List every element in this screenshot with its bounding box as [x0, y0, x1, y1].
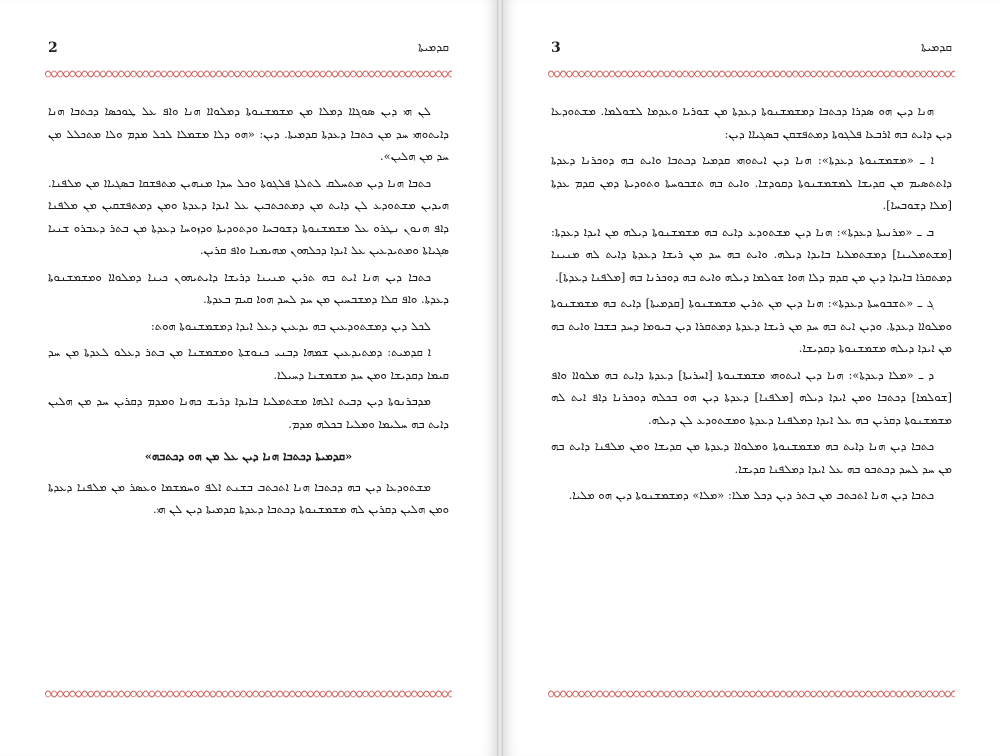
paragraph: ܓ ـ «ܬܫܒܘܚܬܐ ܕܥܕܬܐ»: ܗܢܐ ܕܝܢ ܡܢ ܬܪܝܢ ܡܫܡܫܢܘܬܐ [ܩܕܡܝܬܐ] ܕܐܝܬ ܒܗ ܡܫܡܫܢܘܬܐ ܘܡܠܘܐܐ ܕܥܕܬܐ. ܘܕܝܢ ܐܝܬ ܒܗ ܚܕ ܡܢ ܪܝܫܐ ܕܥܕܬܐ ܕܡܬܩܪܐ ܕܝܢ ܒܝܘܡܐ ܕܚܕ ܒܫܒܐ ܘܐܝܬ ܒܗ ܡܢ ܐܝܕܐ ܕܝܠܗ ܡܫܡܫܢܘܬܐ ܕܩܕܝܫܐ.	[551, 296, 952, 355]
paragraph: ܗܢܐ ܕܝܢ ܗܘ ܣܕܪܐ ܕܟܬܒܐ ܕܡܫܡܫܢܘܬܐ ܕܥܕܬܐ ܡܢ ܫܘܪܝܐ ܘܥܕܡܐ ܠܫܘܠܡܐ. ܡܫܬܘܕܥܐ ܕܝܢ ܕܐܝܬ ܒܗ ܐܪܒܥܐ ܦܠܓܘܬܐ ܕܡܬܦܫܩܢ ܒܣܓܝܐܐ ܕܝܢ:	[551, 104, 952, 141]
paragraph: ܠܢ ܗܝ ܕܝܢ ܣܘܓܐܐ ܕܡܠܐ ܡܢ ܡܫܡܫܢܘܬܐ ܕܡܠܘܐܐ ܗܢܐ ܘܐܦ ܥܠ ܛܘܟܣܐ ܕܟܬܒܐ ܗܢܐ ܕܐܝܬܘܗܝ ܚܕ ܡܢ ܟܬܒܐ ܕܥܕܬܐ ܩܕܡܝܬܐ. ܕܝܢ: «ܗܘ ܕܠܐ ܡܫܡܠܐ ܠܟܠ ܡܕܡ ܘܠܐ ܡܬܟܠܠ ܡܢ ܚܕ ܡܢ ܗܠܝܢ».	[48, 104, 449, 163]
body-text	[551, 100, 952, 676]
page-number: 2	[48, 40, 58, 56]
paragraph: ܠܟܠ ܕܝܢ ܕܡܫܬܘܕܥܝܢ ܒܗ ܝܕܥܝܢ ܕܥܠ ܐܝܕܐ ܕܡܫܡܫܢܘܬܐ ܗܘܬ:	[150, 318, 431, 333]
paragraph: ܟܬܒܐ ܕܝܢ ܗܢܐ ܕܐܝܬ ܒܗ ܡܫܡܫܢܘܬܐ ܘܡܠܘܐܐ ܕܥܕܬܐ ܡܢ ܩܕܝܫܐ ܘܡܢ ܡܠܦܢܐ ܕܐܝܬ ܒܗ ܡܢ ܚܕ ܠܚܕ ܕܟܬܒܘ ܒܗ ܥܠ ܐܝܕܐ ܕܡܠܦܢܐ ܩܕܝܫܐ.	[551, 439, 952, 476]
running-head: ܩܕܡܝܬܐ	[418, 40, 449, 54]
body-text	[48, 100, 449, 676]
paragraph: ܐ ܩܕܡܝܬ: ܕܡܬܝܕܥܝܢ ܫܡܗܐ ܕܒܢܝ ܟܢܘܫܬܐ ܘܡܫܡܫܢܐ ܡܢ ܒܬܪ ܕܥܠܘ ܠܥܕܬܐ ܡܢ ܚܕ ܩܝܡܐ ܕܩܕܝܫܐ ܘܡܢ ܚܕ ܡܫܡܫܢܐ ܕܚܝܠܐ.	[48, 345, 449, 382]
section-heading: «ܩܕܡܝܬܐ ܕܟܬܒܐ ܗܢܐ ܕܝܢ ܥܠ ܡܢ ܗܘ ܕܟܬܒܗ»	[144, 449, 353, 463]
paragraph: ܟܬܒܐ ܗܢܐ ܕܝܢ ܡܬܚܠܩ ܠܬܠܬܐ ܦܠܓܘܬܐ ܘܟܠ ܚܕܐ ܡܢܗܝܢ ܡܬܦܫܩܐ ܒܣܓܝܐܐ ܡܢ ܡܠܦܢܐ. ܗܝܕܝܢ ܡܫܬܘܕܥ ܠܢ ܕܐܝܬ ܡܢ ܕܡܬܟܬܒܝܢ ܥܠ ܐܝܕܐ ܕܥܕܬܐ ܘܡܢ ܕܡܬܦܫܩܝܢ ܡܢ ܡܠܦܢܐ ܕܐܦ ܗܢܘܢ ܢܛܪܘ ܥܠ ܡܫܡܫܢܘܬܐ ܕܫܘܒܚܐ ܘܕܬܘܕܝܬܐ ܘܕܙܘܚܐ ܕܥܕܬܐ ܡܢ ܒܬܪ ܕܥܒܪܘ ܫܢܝܐ ܣܓܝܐܬܐ ܘܡܬܝܕܥܝܢ ܥܠ ܐܝܕܐ ܕܟܠܗܘܢ ܡܗܝܡܢܐ ܘܐܦ ܩܪܝܢ.	[48, 175, 449, 257]
paragraph: ܟܬܒܐ ܕܝܢ ܗܢܐ ܐܬܟܬܒ ܡܢ ܒܬܪ ܕܝܢ ܕܟܠ ܡܠܐ: «ܡܠܐ» ܕܡܫܡܫܢܘܬܐ ܕܝܢ ܗܘ ܡܠܝܐ.	[568, 488, 934, 502]
page-header	[551, 40, 952, 62]
left-page	[0, 0, 497, 756]
paragraph: ܒ ـ «ܡܪܢܝܬܐ ܕܥܕܬܐ»: ܗܢܐ ܕܝܢ ܡܫܬܘܕܥ ܕܐܝܬ ܒܗ ܡܫܡܫܢܘܬܐ ܕܝܠܗ ܡܢ ܐܝܕܐ ܕܥܕܬܐ: [ܡܫܬܡܠܝܢܐ] ܕܡܫܬܡܠܝܐ ܒܐܝܕܐ ܕܝܠܗ. ܘܐܝܬ ܒܗ ܚܕ ܡܢ ܪܝܫܐ ܕܥܕܬܐ ܕܐܝܬ ܠܗ ܡܢܝܢܐ ܕܡܬܩܪܐ ܒܐܝܕܐ ܕܝܢ ܡܢ ܩܕܡ ܕܠܐ ܗܘܐ ܫܘܠܡܐ ܕܝܠܗ ܘܐܝܬ ܒܗ ܕܘܟܪܢܐ ܒܗ [ܡܠܦܢܐ ܕܥܕܬܐ].	[551, 224, 952, 284]
page-header	[48, 40, 449, 62]
running-head: ܩܕܡܝܬܐ	[921, 40, 952, 54]
paragraph: ܐ ـ «ܡܫܡܫܢܘܬܐ ܕܥܕܬܐ»: ܗܢܐ ܕܝܢ ܐܝܬܘܗܝ ܩܕܡܝܐ ܕܟܬܒܐ ܘܐܝܬ ܒܗ ܕܘܟܪܢܐ ܕܥܕܬܐ ܕܐܬܬܣܝܡ ܡܢ ܩܕܝܫܐ ܠܡܫܡܫܢܘܬܐ ܕܩܘܕܫܐ. ܘܐܝܬ ܒܗ ܬܫܒܘܚܬܐ ܘܬܘܕܝܬܐ ܕܡܢ ܩܕܡ ܥܕܬܐ [ܡܠܐ ܕܫܘܒܚܐ].	[551, 153, 952, 212]
paragraph: ܡܫܬܘܕܥܐ ܕܝܢ ܒܗ ܕܟܬܒܐ ܗܢܐ ܐܬܟܬܒ ܒܫܢܬ ܐܠܦ ܘܚܡܫܡܐ ܘܥܣܪ ܡܢ ܡܠܦܢܐ ܕܥܕܬܐ ܘܡܢ ܗܠܝܢ ܕܩܪܝܢ ܠܗ ܡܫܡܫܢܘܬܐ ܕܟܬܒܐ ܕܥܕܬܐ ܩܕܡܝܬܐ ܕܝܢ ܠܢ ܗܝ.	[48, 479, 449, 516]
paragraph: ܡܕܒܪܢܘܬܐ ܕܝܢ ܕܒܝܬ ܐܠܗܐ ܡܫܬܡܠܝܐ ܒܐܝܕܐ ܕܪܝܫ ܟܗܢܐ ܘܡܕܡ ܕܩܪܝܢ ܚܕ ܡܢ ܗܠܝܢ ܕܐܝܬ ܒܗ ܚܠܝܡܐ ܘܡܠܝܐ ܒܟܠܗ ܡܕܡ.	[48, 394, 449, 431]
bottom-ornament-border	[45, 688, 452, 700]
bottom-ornament-border	[548, 688, 955, 700]
paragraph: ܟܬܒܐ ܕܝܢ ܗܢܐ ܐܝܬ ܒܗ ܬܪܝܢ ܡܢܝܢܐ ܕܪܝܫܐ ܕܐܝܬܝܗܘܢ ܟܝܢܐ ܕܡܠܘܐܐ ܘܡܫܡܫܢܘܬܐ ܕܥܕܬܐ. ܘܐܦ ܩܠܐ ܕܡܫܒܚܝܢ ܡܢ ܚܕ ܠܚܕ ܗܘܐ ܩܝܡ ܒܥܕܬܐ.	[48, 269, 449, 306]
page-number: 3	[551, 40, 561, 56]
paragraph: ܕ ـ «ܡܠܐ ܕܥܕܬܐ»: ܗܢܐ ܕܝܢ ܐܝܬܘܗܝ ܡܫܡܫܢܘܬܐ [ܐܚܪܝܬܐ] ܕܥܕܬܐ ܕܐܝܬ ܒܗ ܡܠܘܐܐ ܘܐܦ [ܫܘܠܡܐ] ܕܟܬܒܐ ܘܡܢ ܐܝܕܐ ܕܝܠܗ [ܡܠܦܢܐ] ܕܥܕܬܐ ܕܝܢ ܗܘ ܒܟܠܗ ܕܘܟܪܢܐ ܕܐܦ ܐܝܬ ܠܗ ܡܫܡܫܢܘܬܐ ܕܩܪܝܢ ܒܗ ܥܠ ܐܝܕܐ ܕܡܠܦܢܐ ܕܥܕܬܐ ܘܡܫܬܘܕܥ ܠܢ ܕܝܠܗ.	[551, 367, 952, 427]
right-page	[503, 0, 1000, 756]
top-ornament-border	[45, 68, 452, 80]
top-ornament-border	[548, 68, 955, 80]
